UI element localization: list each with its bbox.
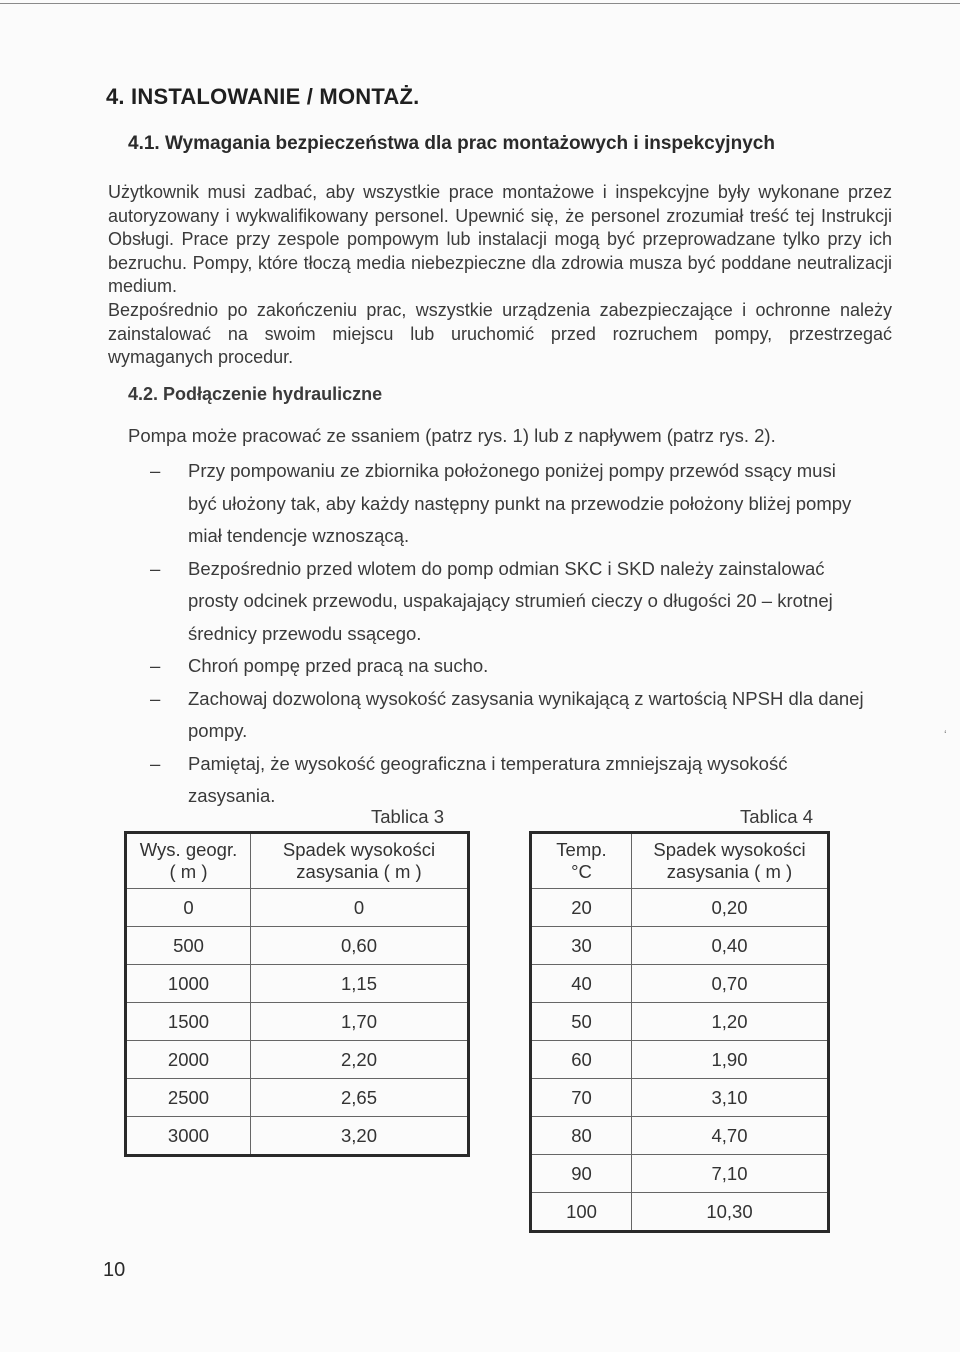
table4-temperature	[529, 831, 830, 1233]
list-item	[146, 553, 866, 651]
table-row	[126, 1079, 469, 1117]
bullet-dash: –	[150, 687, 161, 709]
table-cell: 2,20	[251, 1041, 469, 1079]
list-item-text: Zachowaj dozwoloną wysokość zasysania wynikającą z wartością NPSH dla danej pompy.	[188, 687, 864, 741]
table-cell: 3,10	[632, 1079, 829, 1117]
hydraulic-intro: Pompa może pracować ze ssaniem (patrz rys. 1) lub z napływem (patrz rys. 2).	[128, 425, 776, 446]
table-cell: 2500	[126, 1079, 251, 1117]
table-row	[531, 1155, 829, 1193]
table3-header-altitude: Wys. geogr. ( m )	[126, 833, 251, 889]
bullet-dash: –	[150, 460, 161, 481]
table-cell: 80	[531, 1117, 632, 1155]
margin-mark: ʻ	[944, 728, 947, 742]
list-item-text: Chroń pompę przed pracą na sucho.	[188, 655, 489, 676]
table-header-row	[126, 833, 469, 889]
table-cell: 500	[126, 927, 251, 965]
table-cell: 0,20	[632, 889, 829, 927]
table-row	[126, 1003, 469, 1041]
subsection-heading-safety: 4.1. Wymagania bezpieczeństwa dla prac montażowych i inspekcyjnych	[128, 133, 775, 154]
table-cell: 0,60	[251, 927, 469, 965]
list-item-text: Pamiętaj, że wysokość geograficzna i temperatura zmniejszają wysokość zasysania.	[188, 752, 788, 806]
table-cell: 20	[531, 889, 632, 927]
table-cell: 40	[531, 965, 632, 1003]
table-cell: 3000	[126, 1117, 251, 1156]
table-header-row	[531, 833, 829, 889]
table-cell: 1,20	[632, 1003, 829, 1041]
table-cell: 50	[531, 1003, 632, 1041]
table-cell: 1,90	[632, 1041, 829, 1079]
top-rule	[0, 3, 960, 4]
table-row	[531, 1041, 829, 1079]
safety-paragraph-1: Użytkownik musi zadbać, aby wszystkie prace montażowe i inspekcyjne były wykonane przez autoryzowany i wykwalifikowany personel. Upewnić się, że personel zrozumiał treść tej Instrukcji Obsługi. Prace przy zespole pompowym lub instalacji mogą być przeprowadzane tylko przy ich bezruchu. Pompy, które tłoczą media niebezpieczne dla zdrowia musza być poddane neutralizacji medium.	[108, 182, 892, 297]
bullet-dash: –	[150, 655, 161, 676]
table-row	[531, 927, 829, 965]
table3-caption: Tablica 3	[371, 806, 445, 827]
table-cell: 10,30	[632, 1193, 829, 1232]
requirements-list	[146, 455, 866, 813]
table-row	[531, 1079, 829, 1117]
bullet-dash: –	[150, 557, 161, 579]
table-cell: 1,70	[251, 1003, 469, 1041]
safety-paragraph-2: Bezpośrednio po zakończeniu prac, wszystkie urządzenia zabezpieczające i ochronne należy zainstalować na swoim miejscu lub uruchomić przed rozruchem pompy, przestrzegać wymaganych procedur.	[108, 299, 892, 368]
safety-paragraphs	[108, 181, 892, 370]
table-row	[531, 889, 829, 927]
table-cell: 0,70	[632, 965, 829, 1003]
list-item	[146, 455, 866, 553]
table-row	[531, 1193, 829, 1232]
table-cell: 1500	[126, 1003, 251, 1041]
list-item	[146, 683, 866, 748]
table-cell: 0	[126, 889, 251, 927]
table-row	[531, 1003, 829, 1041]
table-cell: 0	[251, 889, 469, 927]
table-cell: 0,40	[632, 927, 829, 965]
table-cell: 7,10	[632, 1155, 829, 1193]
page-number: 10	[103, 1259, 126, 1281]
section-heading: 4. INSTALOWANIE / MONTAŻ.	[106, 84, 420, 109]
table4-header-drop: Spadek wysokości zasysania ( m )	[632, 833, 829, 889]
table-row	[126, 927, 469, 965]
table-cell: 30	[531, 927, 632, 965]
bullet-dash: –	[150, 752, 161, 774]
table-cell: 2000	[126, 1041, 251, 1079]
table-row	[531, 1117, 829, 1155]
table3-header-drop: Spadek wysokości zasysania ( m )	[251, 833, 469, 889]
table-row	[126, 1117, 469, 1156]
table-row	[126, 1041, 469, 1079]
subsection-heading-hydraulic: 4.2. Podłączenie hydrauliczne	[128, 384, 383, 404]
table-cell: 70	[531, 1079, 632, 1117]
table-row	[531, 965, 829, 1003]
table-cell: 60	[531, 1041, 632, 1079]
table4-header-temp: Temp. °C	[531, 833, 632, 889]
table-cell: 2,65	[251, 1079, 469, 1117]
table-cell: 1,15	[251, 965, 469, 1003]
table-cell: 90	[531, 1155, 632, 1193]
table-cell: 100	[531, 1193, 632, 1232]
table3-altitude	[124, 831, 470, 1157]
table-row	[126, 889, 469, 927]
table-cell: 4,70	[632, 1117, 829, 1155]
list-item	[146, 650, 866, 683]
table-cell: 1000	[126, 965, 251, 1003]
table-row	[126, 965, 469, 1003]
table4-caption: Tablica 4	[740, 806, 814, 827]
table-cell: 3,20	[251, 1117, 469, 1156]
list-item-text: Przy pompowaniu ze zbiornika położonego poniżej pompy przewód ssący musi być ułożony tak, aby każdy następny punkt na przewodzie położony bliżej pompy miał tendencje wznoszącą.	[188, 460, 852, 546]
list-item	[146, 748, 866, 813]
list-item-text: Bezpośrednio przed wlotem do pomp odmian SKC i SKD należy zainstalować prosty odcinek przewodu, uspakajający strumień cieczy o długości 20 – krotnej średnicy przewodu ssącego.	[188, 557, 833, 644]
